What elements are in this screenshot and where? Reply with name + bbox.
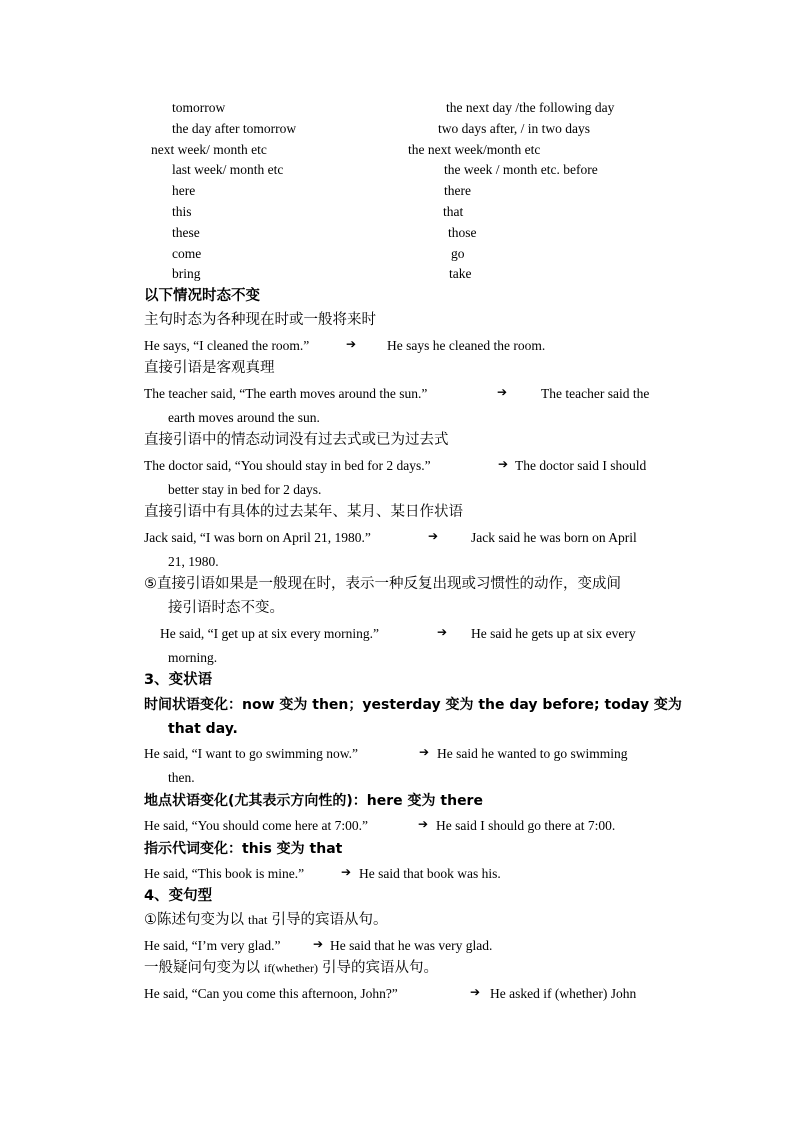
indirect-word: there [444, 183, 471, 198]
direct-word: the day after tomorrow [172, 121, 297, 136]
rule-text-part: 一般疑问句变为以 [144, 960, 260, 976]
rule-text: 指示代词变化：this 变为 that [144, 841, 343, 857]
example-direct: The doctor said, “You should stay in bed for 2 days.” [144, 458, 431, 473]
rule-text [144, 910, 388, 930]
keyword: that [248, 912, 268, 927]
direct-word: here [172, 183, 196, 198]
direct-word: this [172, 204, 192, 219]
example-direct: He said, “I want to go swimming now.” [144, 746, 358, 761]
arrow-icon: ➔ [497, 385, 508, 399]
arrow-icon: ➔ [341, 865, 352, 879]
indirect-word: the week / month etc. before [444, 162, 598, 177]
example-direct: Jack said, “I was born on April 21, 1980.” [144, 530, 371, 545]
example-indirect: The doctor said I should [515, 458, 647, 473]
keyword: if(whether) [264, 961, 318, 975]
indirect-word: take [449, 266, 472, 281]
example-direct: He said, “I’m very glad.” [144, 938, 281, 953]
example-indirect: He said I should go there at 7:00. [436, 818, 616, 833]
example-indirect: He said he wanted to go swimming [437, 746, 628, 761]
arrow-icon: ➔ [418, 817, 429, 831]
direct-word: tomorrow [172, 100, 226, 115]
rule-text-part: 引导的宾语从句。 [321, 960, 438, 976]
indirect-word: those [448, 225, 477, 240]
example-continuation: then. [168, 770, 195, 785]
rule-text: 地点状语变化(尤其表示方向性的)：here 变为 there [144, 793, 483, 809]
example-continuation: morning. [168, 650, 218, 665]
indirect-word: that [443, 204, 464, 219]
example-direct: He said, “This book is mine.” [144, 866, 305, 881]
rule-text-part: 引导的宾语从句。 [271, 912, 388, 928]
section-heading: 4、变句型 [144, 888, 213, 904]
example-indirect: He asked if (whether) John [490, 986, 637, 1001]
direct-word: last week/ month etc [172, 162, 284, 177]
example-indirect: The teacher said the [541, 386, 650, 401]
example-indirect: He said that book was his. [359, 866, 501, 881]
direct-word: bring [172, 266, 201, 281]
arrow-icon: ➔ [470, 985, 481, 999]
rule-text-continuation: 接引语时态不变。 [168, 600, 284, 616]
example-indirect: Jack said he was born on April [471, 530, 637, 545]
direct-word: come [172, 246, 202, 261]
example-direct: He said, “I get up at six every morning.” [160, 626, 379, 641]
rule-text: 直接引语中有具体的过去某年、某月、某日作状语 [144, 504, 463, 520]
arrow-icon: ➔ [437, 625, 448, 639]
rule-text-part: ①陈述句变为以 [144, 912, 244, 928]
example-continuation: better stay in bed for 2 days. [168, 482, 322, 497]
arrow-icon: ➔ [428, 529, 439, 543]
indirect-word: the next day /the following day [446, 100, 615, 115]
rule-text: ⑤直接引语如果是一般现在时，表示一种反复出现或习惯性的动作，变成间 [144, 576, 621, 592]
rule-text-continuation: that day. [168, 721, 238, 737]
arrow-icon: ➔ [419, 745, 430, 759]
indirect-word: two days after, / in two days [438, 121, 591, 136]
example-direct: He says, “I cleaned the room.” [144, 338, 310, 353]
rule-text: 直接引语是客观真理 [144, 360, 275, 376]
rule-text: 时间状语变化：now 变为 then；yesterday 变为 the day before; today 变为 [144, 697, 682, 713]
example-indirect: He said that he was very glad. [330, 938, 493, 953]
indirect-word: the next week/month etc [408, 142, 541, 157]
example-continuation: earth moves around the sun. [168, 410, 320, 425]
direct-word: these [172, 225, 200, 240]
example-continuation: 21, 1980. [168, 554, 219, 569]
example-direct: He said, “You should come here at 7:00.” [144, 818, 368, 833]
example-direct: The teacher said, “The earth moves around the sun.” [144, 386, 428, 401]
direct-word: next week/ month etc [151, 142, 267, 157]
section-heading: 3、变状语 [144, 672, 213, 688]
example-indirect: He said he gets up at six every [471, 626, 636, 641]
example-indirect: He says he cleaned the room. [387, 338, 546, 353]
rule-text [144, 958, 438, 978]
rule-text: 直接引语中的情态动词没有过去式或已为过去式 [144, 432, 449, 448]
arrow-icon: ➔ [313, 937, 324, 951]
arrow-icon: ➔ [498, 457, 509, 471]
section-heading: 以下情况时态不变 [144, 288, 260, 304]
arrow-icon: ➔ [346, 337, 357, 351]
example-direct: He said, “Can you come this afternoon, John?” [144, 986, 398, 1001]
rule-text: 主句时态为各种现在时或一般将来时 [144, 312, 376, 328]
indirect-word: go [451, 246, 465, 261]
